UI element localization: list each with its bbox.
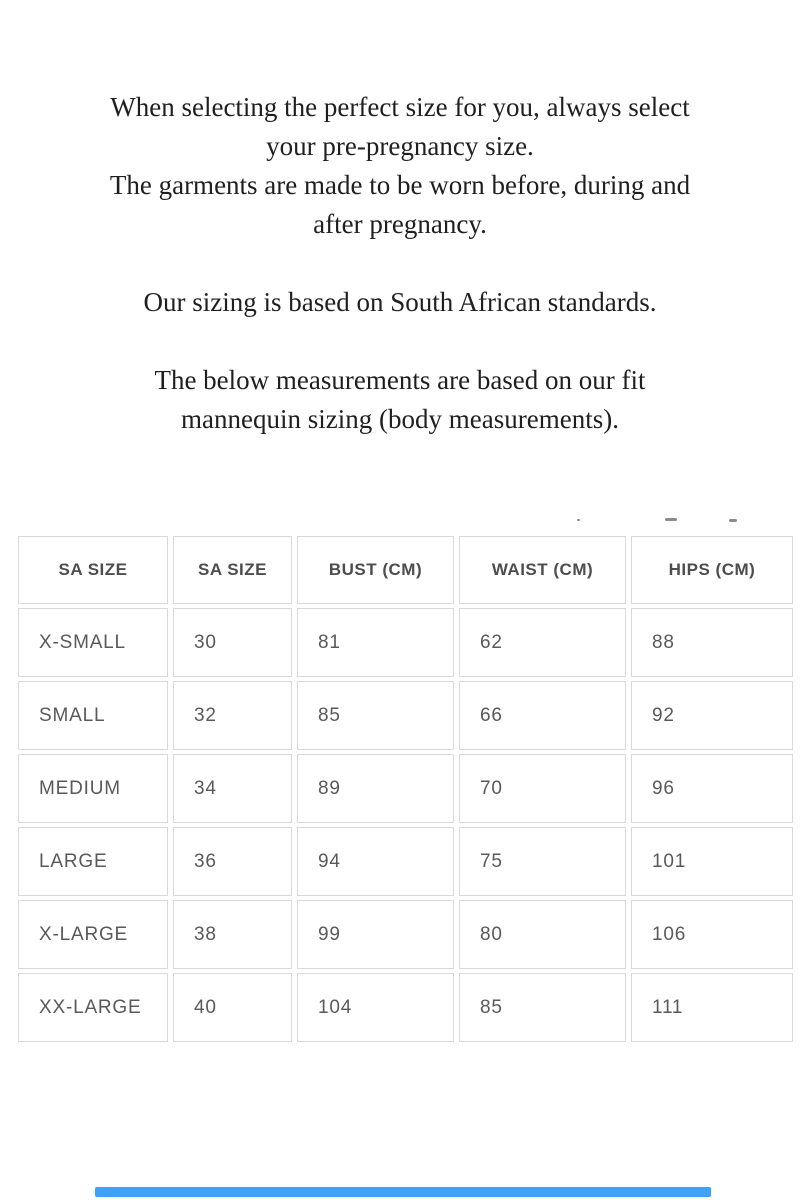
measurement-cell: 99 [297,900,454,969]
measurement-cell: 30 [173,608,292,677]
intro-line: after pregnancy. [313,209,487,239]
measurement-cell: 89 [297,754,454,823]
measurement-cell: 36 [173,827,292,896]
table-header-row [18,536,793,604]
measurement-cell: 111 [631,973,793,1042]
size-label-cell: XX-LARGE [18,973,168,1042]
table-row [18,900,793,969]
measurement-cell: 75 [459,827,626,896]
measurement-cell: 96 [631,754,793,823]
column-header: WAIST (CM) [459,536,626,604]
measurement-cell: 32 [173,681,292,750]
measurement-cell: 106 [631,900,793,969]
measurement-cell: 92 [631,681,793,750]
measurement-cell: 85 [459,973,626,1042]
intro-line: your pre-pregnancy size. [266,131,534,161]
size-chart-table [13,532,798,1046]
measurement-cell: 80 [459,900,626,969]
measurement-cell: 62 [459,608,626,677]
scrollbar-thumb[interactable] [95,1187,711,1197]
size-label-cell: X-LARGE [18,900,168,969]
measurement-cell: 101 [631,827,793,896]
size-label-cell: MEDIUM [18,754,168,823]
measurement-cell: 40 [173,973,292,1042]
intro-paragraph [0,283,800,322]
intro-paragraph [0,361,800,439]
measurement-cell: 38 [173,900,292,969]
size-label-cell: X-SMALL [18,608,168,677]
intro-line: mannequin sizing (body measurements). [181,404,619,434]
size-label-cell: SMALL [18,681,168,750]
measurement-cell: 94 [297,827,454,896]
intro-text [0,0,800,439]
intro-line: Our sizing is based on South African standards. [143,287,657,317]
column-header: BUST (CM) [297,536,454,604]
intro-line: When selecting the perfect size for you, always select [110,92,690,122]
column-header: SA SIZE [18,536,168,604]
measurement-cell: 70 [459,754,626,823]
size-label-cell: LARGE [18,827,168,896]
table-row [18,827,793,896]
column-header: SA SIZE [173,536,292,604]
table-row [18,973,793,1042]
intro-line: The garments are made to be worn before, during and [109,170,691,200]
table-row [18,681,793,750]
column-header: HIPS (CM) [631,536,793,604]
clipped-text-artifact [729,519,737,522]
measurement-cell: 81 [297,608,454,677]
table-row [18,754,793,823]
clipped-text-artifact [665,518,677,521]
clipped-text-artifact [577,519,580,521]
measurement-cell: 85 [297,681,454,750]
intro-line: The below measurements are based on our fit [154,365,646,395]
intro-paragraph [0,88,800,244]
table-row [18,608,793,677]
measurement-cell: 66 [459,681,626,750]
measurement-cell: 88 [631,608,793,677]
measurement-cell: 104 [297,973,454,1042]
measurement-cell: 34 [173,754,292,823]
